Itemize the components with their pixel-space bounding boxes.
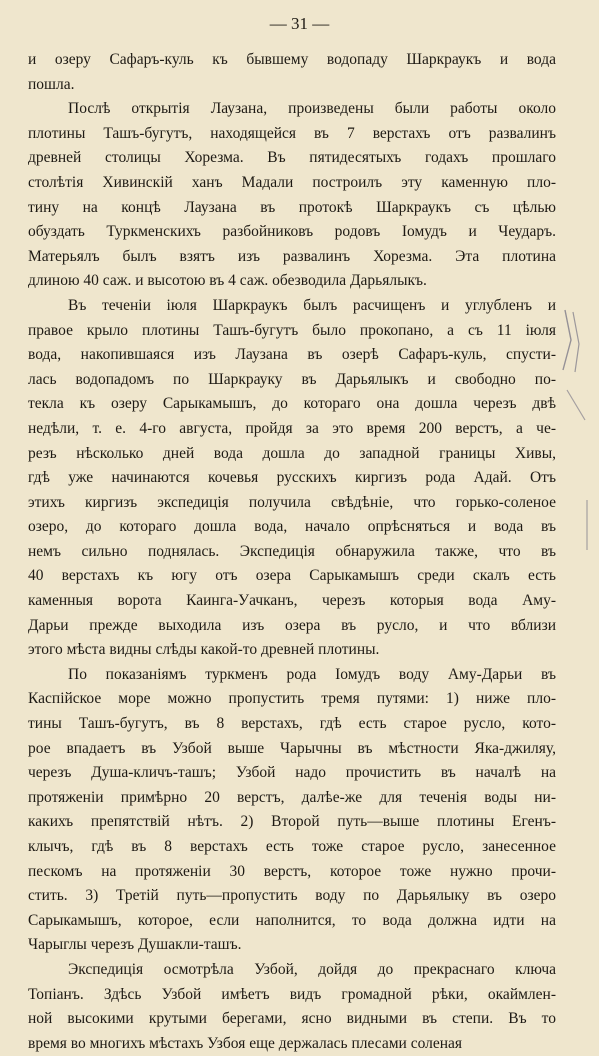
text-line: протяженіи примѣрно 20 верстъ, далѣе-же для теченія воды ни- (28, 788, 556, 806)
text-line: время во многихъ мѣстахъ Узбоя еще держалась плесами соленая (28, 1034, 463, 1052)
text-line: обуздать Туркменскихъ разбойниковъ родовъ Іомудъ и Чеударъ. (28, 223, 556, 241)
text-line: Матерьялъ былъ взятъ изъ развалинъ Хорезма. Эта плотина (28, 247, 556, 265)
text-line: Въ теченіи іюля Шаркраукъ былъ расчищенъ и углубленъ и (68, 296, 556, 314)
text-line: Послѣ открытія Лаузана, произведены были работы около (68, 100, 556, 118)
text-line: Топіанъ. Здѣсь Узбой имѣетъ видъ громадной рѣки, окаймлен- (28, 985, 556, 1003)
text-line: каменныя ворота Каинга-Уачканъ, черезъ которыя вода Аму- (28, 592, 556, 610)
text-line: пошла. (28, 75, 75, 93)
text-line: длиною 40 саж. и высотою въ 4 саж. обезводила Дарьялыкъ. (28, 272, 427, 290)
text-line: тины Ташъ-бугутъ, въ 8 верстахъ, гдѣ есть старое русло, кото- (28, 715, 556, 733)
text-line: стить. 3) Третій путь—пропустить воду по Дарьялыку въ озеро (28, 887, 556, 905)
text-line: немъ сильно поднялась. Экспедиція обнаружила также, что въ (28, 542, 556, 560)
handwritten-margin-marks (559, 300, 593, 560)
text-line: какихъ препятствій нѣтъ. 2) Второй путь—выше плотины Егенъ- (28, 813, 556, 831)
text-line: лась водопадомъ по Шаркрауку въ Дарьялыкъ и свободно по- (28, 370, 556, 388)
text-line: Сарыкамышъ, которое, если наполнится, то вода должна идти на (28, 911, 556, 929)
text-line: озеро, до котораго дошла вода, начало опрѣсняться и вода въ (28, 518, 556, 536)
text-line: Чарыглы черезъ Душакли-ташъ. (28, 936, 242, 954)
text-line: Дарьи прежде выходила изъ озера въ русло, и что вблизи (28, 616, 556, 634)
text-line: черезъ Душа-кличъ-ташъ; Узбой надо прочистить въ началѣ на (28, 764, 556, 782)
text-line: правое крыло плотины Ташъ-бугутъ было прокопано, а съ 11 іюля (28, 321, 556, 339)
text-line: По показаніямъ туркменъ рода Іомудъ воду Аму-Дарьи въ (68, 665, 556, 683)
text-line: этого мѣста видны слѣды какой-то древней плотины. (28, 641, 380, 659)
text-line: ной высокими крутыми берегами, ясно видными въ степи. Въ то (28, 1010, 556, 1028)
text-line: текла къ озеру Сарыкамышъ, до котораго она дошла черезъ двѣ (28, 395, 556, 413)
text-line: рое впадаетъ въ Узбой выше Чарычны въ мѣстности Яка-джиляу, (28, 739, 556, 757)
text-line: Экспедиція осмотрѣла Узбой, дойдя до прекраснаго ключа (68, 960, 556, 978)
text-line: тину на концѣ Лаузана въ протокѣ Шаркраукъ съ цѣлью (28, 198, 556, 216)
text-line: древней столицы Хорезма. Въ пятидесятыхъ годахъ прошлаго (28, 149, 556, 167)
text-line: и озеру Сафаръ-куль къ бывшему водопаду Шаркраукъ и вода (28, 51, 556, 68)
text-line: недѣли, т. е. 4-го августа, пройдя за это время 200 верстъ, а че- (28, 419, 556, 437)
text-line: столѣтія Хивинскій ханъ Мадали построилъ эту каменную пло- (28, 173, 556, 191)
text-line: гдѣ уже начинаются кочевья русскихъ киргизъ рода Адай. Отъ (28, 469, 556, 487)
text-line: 40 верстахъ къ югу отъ озера Сарыкамышъ среди скалъ есть (28, 567, 556, 585)
text-line: резъ нѣсколько дней вода дошла до западной границы Хивы, (28, 444, 556, 462)
text-line: этихъ киргизъ экспедиція получила свѣдѣніе, что горько-соленое (28, 493, 556, 511)
text-line: клычъ, гдѣ въ 8 верстахъ есть тоже старое русло, занесенное (28, 838, 556, 855)
text-line: Каспійское море можно пропустить тремя путями: 1) ниже пло- (28, 690, 556, 708)
text-line: плотины Ташъ-бугутъ, находящейся въ 7 верстахъ отъ развалинъ (28, 124, 556, 142)
page-number: — 31 — (269, 14, 330, 33)
body-text (28, 48, 556, 1056)
text-line: вода, накопившаяся изъ Лаузана въ озерѣ Сафаръ-куль, спусти- (28, 346, 556, 364)
text-line: пескомъ на протяженіи 30 верстъ, которое тоже нужно прочи- (28, 862, 556, 880)
